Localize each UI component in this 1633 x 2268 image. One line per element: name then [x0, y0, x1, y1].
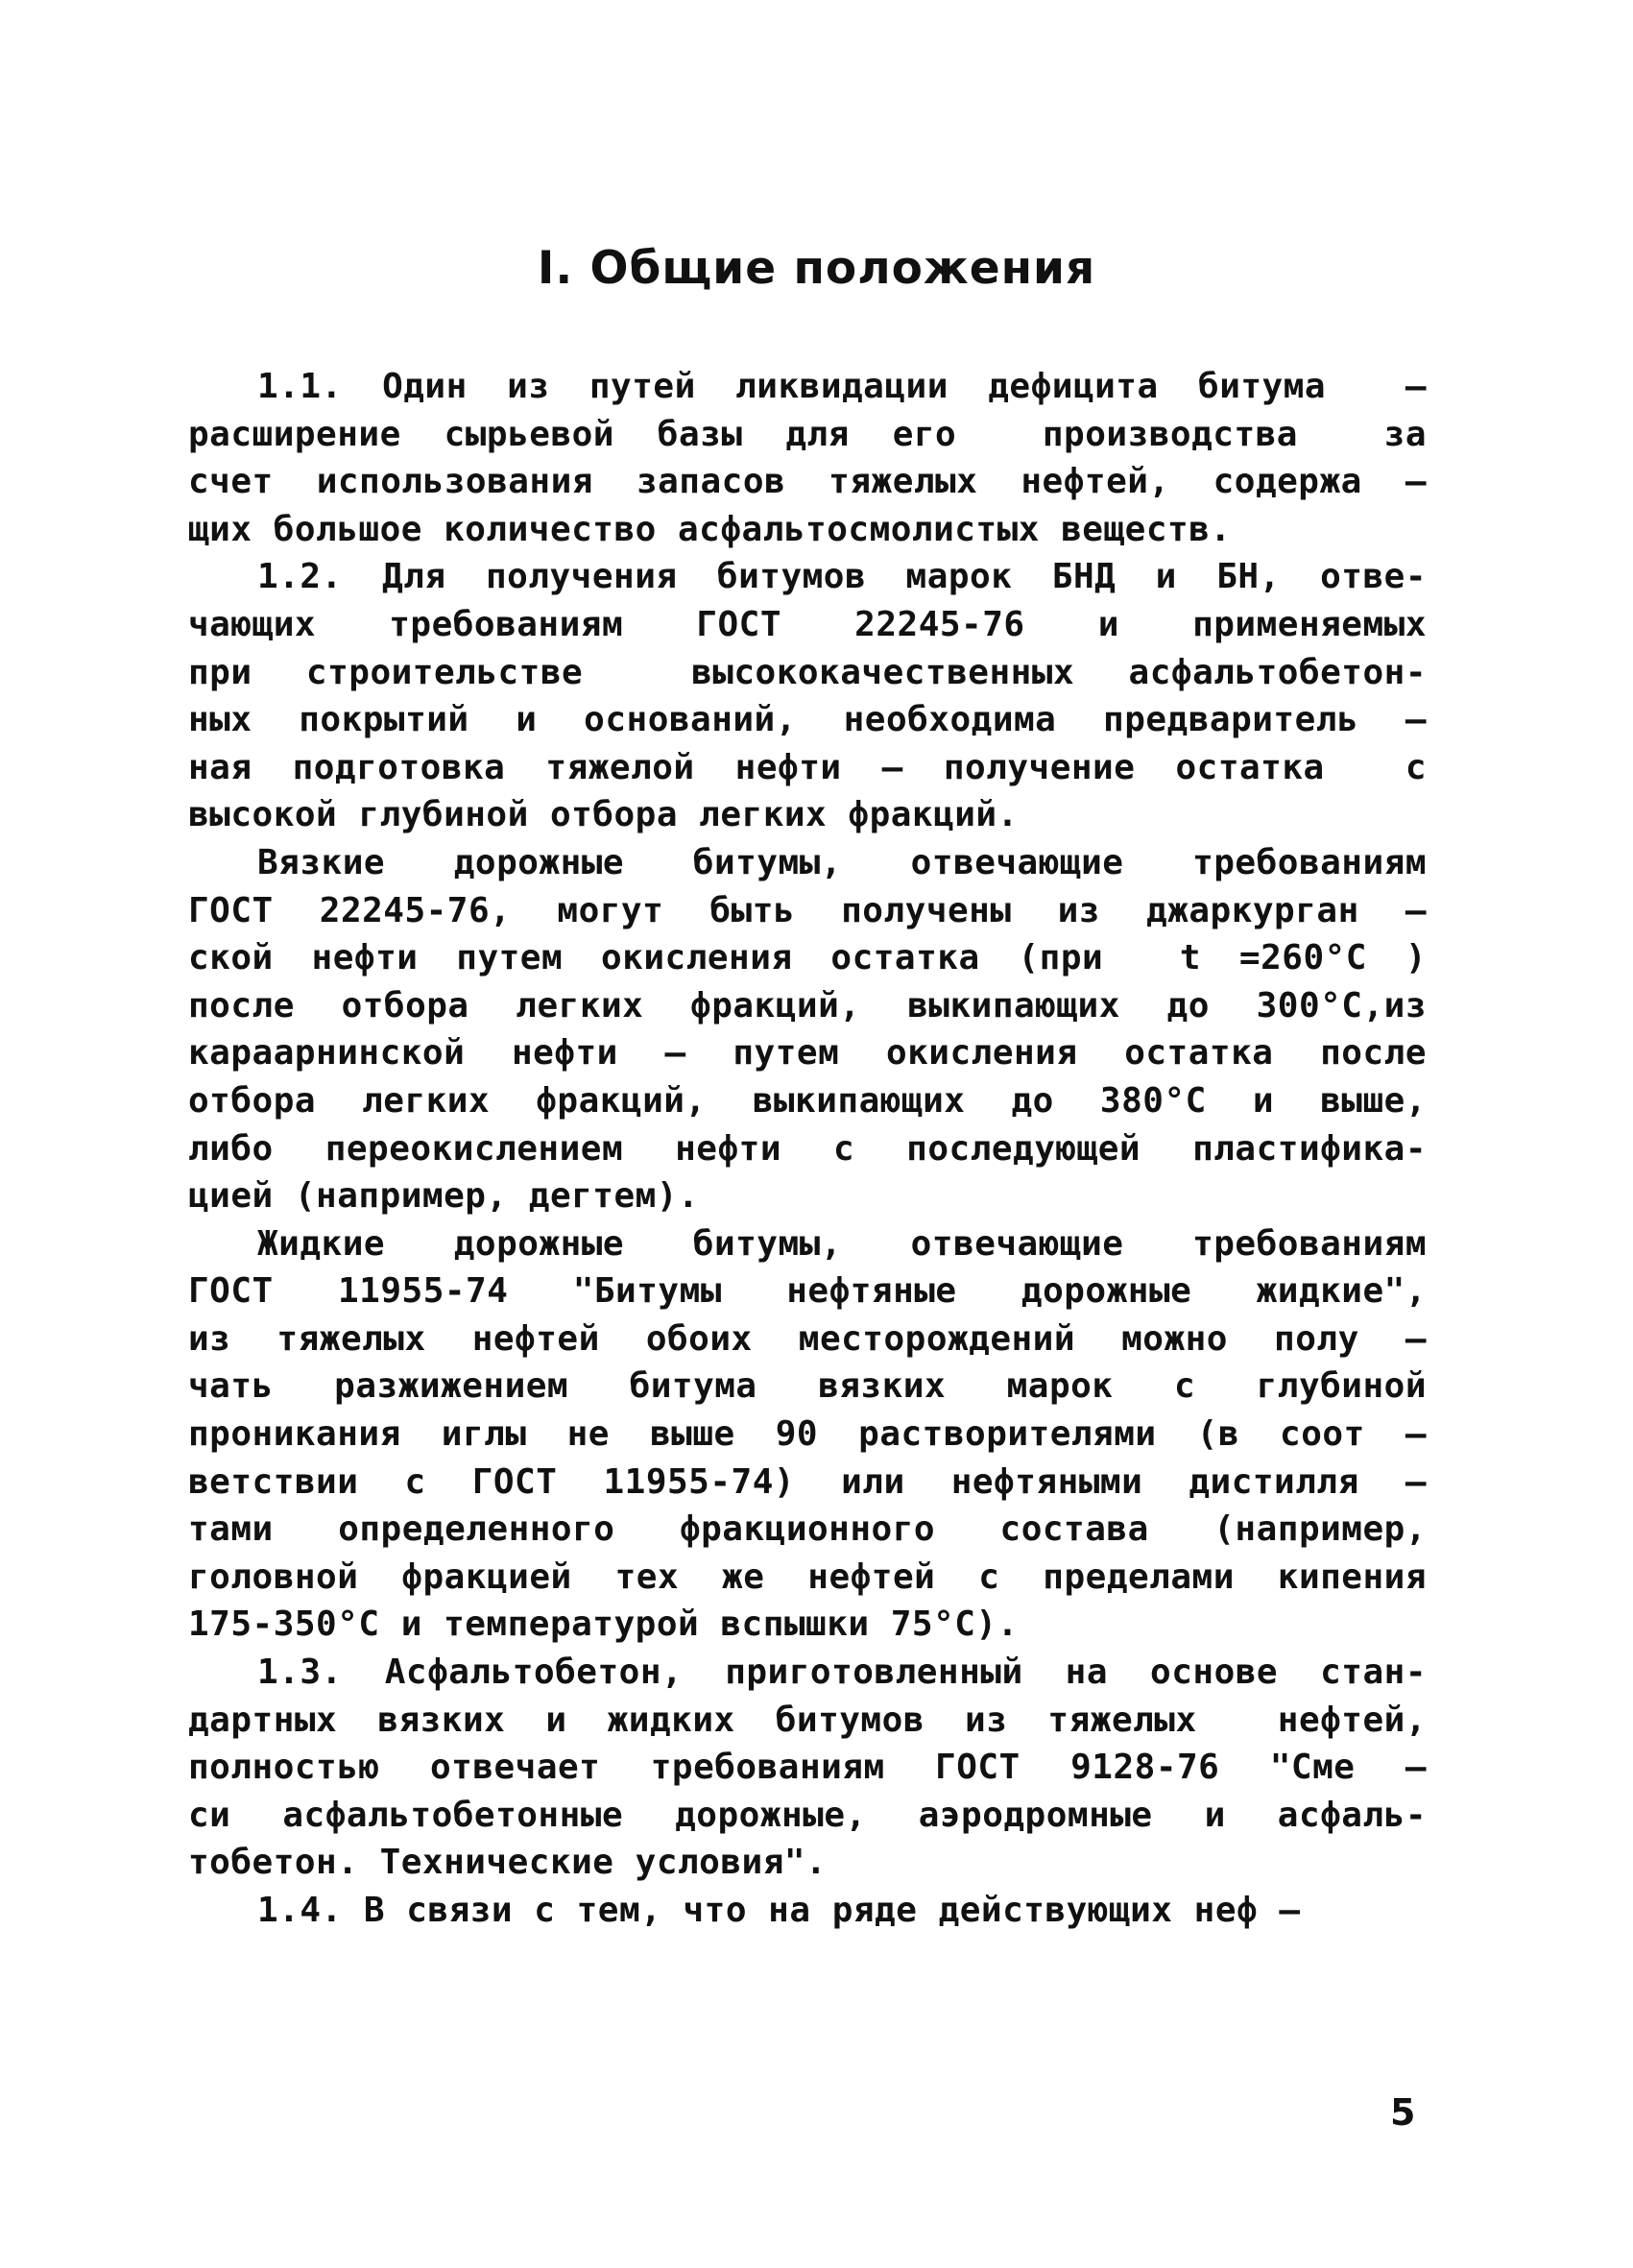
text-line: отбора легких фракций, выкипающих до 380°C и выше,	[188, 1080, 1427, 1121]
text-line: проникания иглы не выше 90 растворителями (в соот –	[188, 1414, 1427, 1455]
text-line: караарнинской нефти – путем окисления остатка после	[188, 1033, 1427, 1074]
text-line: цией (например, дегтем).	[188, 1176, 700, 1217]
paragraph-p-liquid	[188, 1220, 1427, 1649]
text-line: 1.1. Один из путей ликвидации дефицита битума –	[257, 367, 1427, 406]
text-line: тами определенного фракционного состава (например,	[188, 1509, 1427, 1550]
text-line: расширение сырьевой базы для его производства за	[188, 414, 1427, 454]
text-line: ГОСТ 11955-74 "Битумы нефтяные дорожные жидкие",	[188, 1271, 1427, 1312]
text-line: счет использования запасов тяжелых нефтей, содержа –	[188, 462, 1427, 502]
text-line: дартных вязких и жидких битумов из тяжелых нефтей,	[188, 1700, 1427, 1740]
page-number: 5	[1390, 2091, 1416, 2134]
text-line: полностью отвечает требованиям ГОСТ 9128-76 "Сме –	[188, 1748, 1427, 1788]
text-line: 1.4. В связи с тем, что на ряде действующих неф –	[257, 1891, 1301, 1930]
section-heading: I. Общие положения	[537, 242, 1096, 295]
paragraph-p1-4	[188, 1887, 1427, 1935]
text-line: 1.3. Асфальтобетон, приготовленный на основе стан-	[257, 1653, 1427, 1693]
text-line: Жидкие дорожные битумы, отвечающие требованиям	[257, 1223, 1427, 1264]
text-line: Вязкие дорожные битумы, отвечающие требованиям	[257, 842, 1427, 882]
text-line: после отбора легких фракций, выкипающих до 300°C,из	[188, 985, 1427, 1025]
text-line: 1.2. Для получения битумов марок БНД и БН, отве-	[257, 557, 1427, 597]
text-line: головной фракцией тех же нефтей с пределами кипения	[188, 1556, 1427, 1597]
text-line: при строительстве высококачественных асфальтобетон-	[188, 652, 1427, 692]
text-line: си асфальтобетонные дорожные, аэродромные и асфаль-	[188, 1795, 1427, 1835]
text-line: либо переокислением нефти с последующей пластифика-	[188, 1128, 1427, 1169]
text-line: щих большое количество асфальтосмолистых веществ.	[188, 509, 1232, 549]
text-line: тобетон. Технические условия".	[188, 1843, 828, 1883]
text-line: ная подготовка тяжелой нефти – получение остатка с	[188, 747, 1427, 787]
paragraph-p1-2	[188, 553, 1427, 839]
text-line: ветствии с ГОСТ 11955-74) или нефтяными дистилля –	[188, 1461, 1427, 1502]
text-line: из тяжелых нефтей обоих месторождений можно полу –	[188, 1318, 1427, 1359]
text-line: чать разжижением битума вязких марок с глубиной	[188, 1366, 1427, 1407]
paragraph-p1-3	[188, 1649, 1427, 1887]
text-line: ской нефти путем окисления остатка (при t =260°C )	[188, 938, 1427, 978]
body-text	[188, 363, 1427, 1935]
text-line: высокой глубиной отбора легких фракций.	[188, 795, 1019, 835]
paragraph-p1-1	[188, 363, 1427, 553]
paragraph-p-viscous	[188, 839, 1427, 1220]
text-line: 175-350°C и температурой вспышки 75°C).	[188, 1604, 1019, 1645]
text-line: ГОСТ 22245-76, могут быть получены из джаркурган –	[188, 890, 1427, 930]
text-line: чающих требованиям ГОСТ 22245-76 и применяемых	[188, 604, 1427, 644]
text-line: ных покрытий и оснований, необходима предваритель –	[188, 700, 1427, 740]
